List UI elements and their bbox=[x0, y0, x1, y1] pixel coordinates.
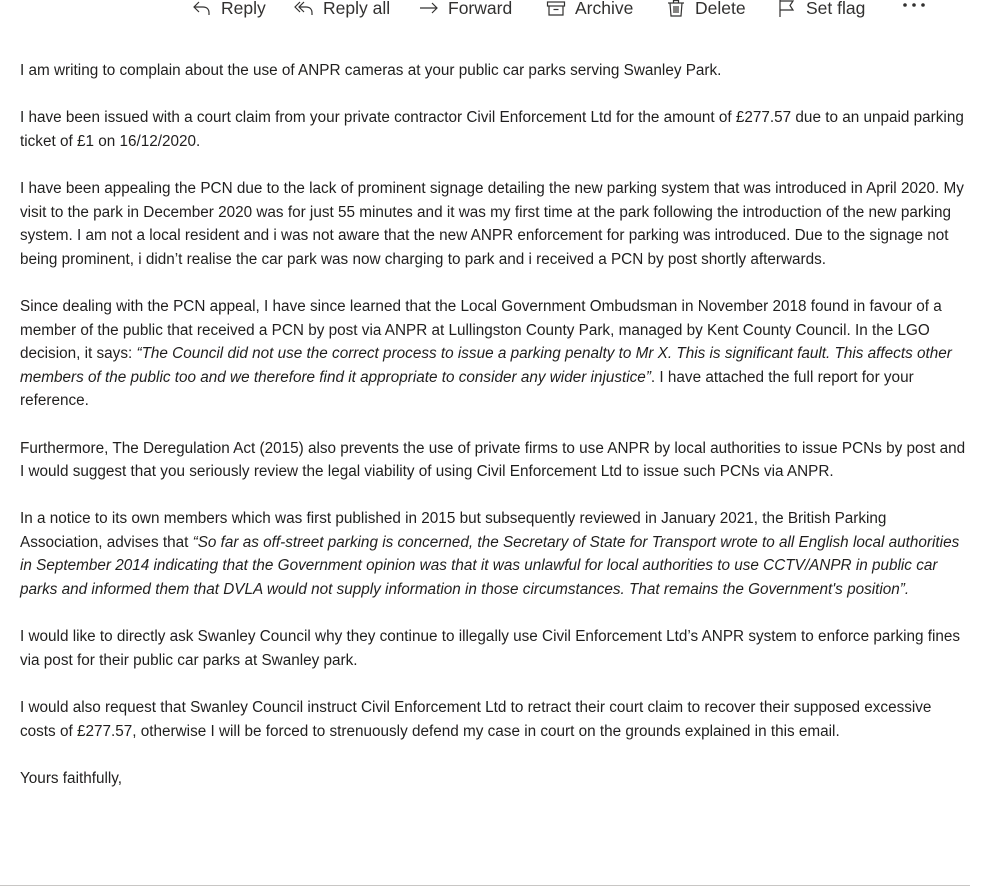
reply-all-label: Reply all bbox=[323, 0, 391, 18]
bpa-quote: “So far as off-street parking is concerned, the Secretary of State for Transport wrote to all English local authorities in September 2014 indicating that the Government opinion was that it was unlawful for local authorities to use CCTV/ANPR in public car parks and informed them that DVLA would not supply information in those circumstances. That remains the Government's position”. bbox=[20, 533, 960, 599]
reply-button[interactable] bbox=[192, 0, 266, 20]
archive-label: Archive bbox=[575, 0, 634, 18]
message-toolbar bbox=[0, 0, 1002, 20]
flag-icon bbox=[777, 0, 797, 18]
archive-icon bbox=[546, 0, 566, 18]
email-paragraph-6 bbox=[20, 507, 970, 601]
delete-icon bbox=[666, 0, 686, 18]
email-paragraph-7: I would like to directly ask Swanley Council why they continue to illegally use Civil Enforcement Ltd’s ANPR system to enforce parking fines via post for their public car parks at Swanley park. bbox=[20, 628, 961, 669]
forward-label: Forward bbox=[448, 0, 513, 18]
reply-label: Reply bbox=[221, 0, 266, 18]
email-paragraph-1: I am writing to complain about the use of ANPR cameras at your public car parks serving Swanley Park. bbox=[20, 62, 722, 79]
reply-all-button[interactable] bbox=[294, 0, 390, 20]
email-paragraph-3: I have been appealing the PCN due to the lack of prominent signage detailing the new parking system that was introduced in April 2020. My visit to the park in December 2020 was for just 55 minutes and it was my first time at the park following the introduction of the new parking system. I am not a local resident and i was not aware that the new ANPR enforcement for parking was introduced. Due to the signage not being prominent, i didn’t realise the car park was now charging to park and i received a PCN by post shortly afterwards. bbox=[20, 179, 964, 268]
reply-all-icon bbox=[294, 0, 314, 18]
email-paragraph-8: I would also request that Swanley Council instruct Civil Enforcement Ltd to retract their court claim to recover their supposed excessive costs of £277.57, otherwise I will be forced to strenuously defend my case in court on the grounds explained in this email. bbox=[20, 699, 932, 740]
email-signoff: Yours faithfully, bbox=[20, 769, 123, 787]
email-paragraph-4-text: Since dealing with the PCN appeal, I have since learned that the Local Government Ombudsman in November 2018 found in favour of a member of the public that received a PCN by post via ANPR at Lullingston County Park, managed by Kent County Council. In the LGO decision, it says: bbox=[20, 297, 942, 363]
email-paragraph-2: I have been issued with a court claim from your private contractor Civil Enforcement Ltd for the amount of £277.57 due to an unpaid parking ticket of £1 on 16/12/2020. bbox=[20, 109, 964, 150]
archive-button[interactable] bbox=[546, 0, 633, 20]
more-icon bbox=[901, 0, 927, 12]
reply-icon bbox=[192, 0, 212, 18]
forward-button[interactable] bbox=[419, 0, 512, 20]
divider bbox=[0, 885, 970, 886]
email-paragraph-6-text: In a notice to its own members which was first published in 2015 but subsequently reviewed in January 2021, the British Parking Association, advises that bbox=[20, 510, 887, 551]
forward-icon bbox=[419, 0, 439, 18]
email-paragraph-5: Furthermore, The Deregulation Act (2015) also prevents the use of private firms to use ANPR by local authorities to issue PCNs by post and I would suggest that you seriously review the legal viability of using Civil Enforcement Ltd to issue such PCNs via ANPR. bbox=[20, 439, 966, 481]
email-body bbox=[20, 59, 970, 814]
delete-button[interactable] bbox=[666, 0, 746, 20]
delete-label: Delete bbox=[695, 0, 746, 18]
email-paragraph-4-tail: . I have attached the full report for your reference. bbox=[20, 368, 914, 410]
lgo-decision-quote: “The Council did not use the correct process to issue a parking penalty to Mr X. This is significant fault. This affects other members of the public too and we therefore find it appropriate to consider any wider injustice” bbox=[20, 345, 952, 386]
email-paragraph-4 bbox=[20, 295, 970, 413]
more-actions-button[interactable] bbox=[901, 0, 927, 12]
set-flag-button[interactable] bbox=[777, 0, 865, 20]
set-flag-label: Set flag bbox=[806, 0, 866, 18]
